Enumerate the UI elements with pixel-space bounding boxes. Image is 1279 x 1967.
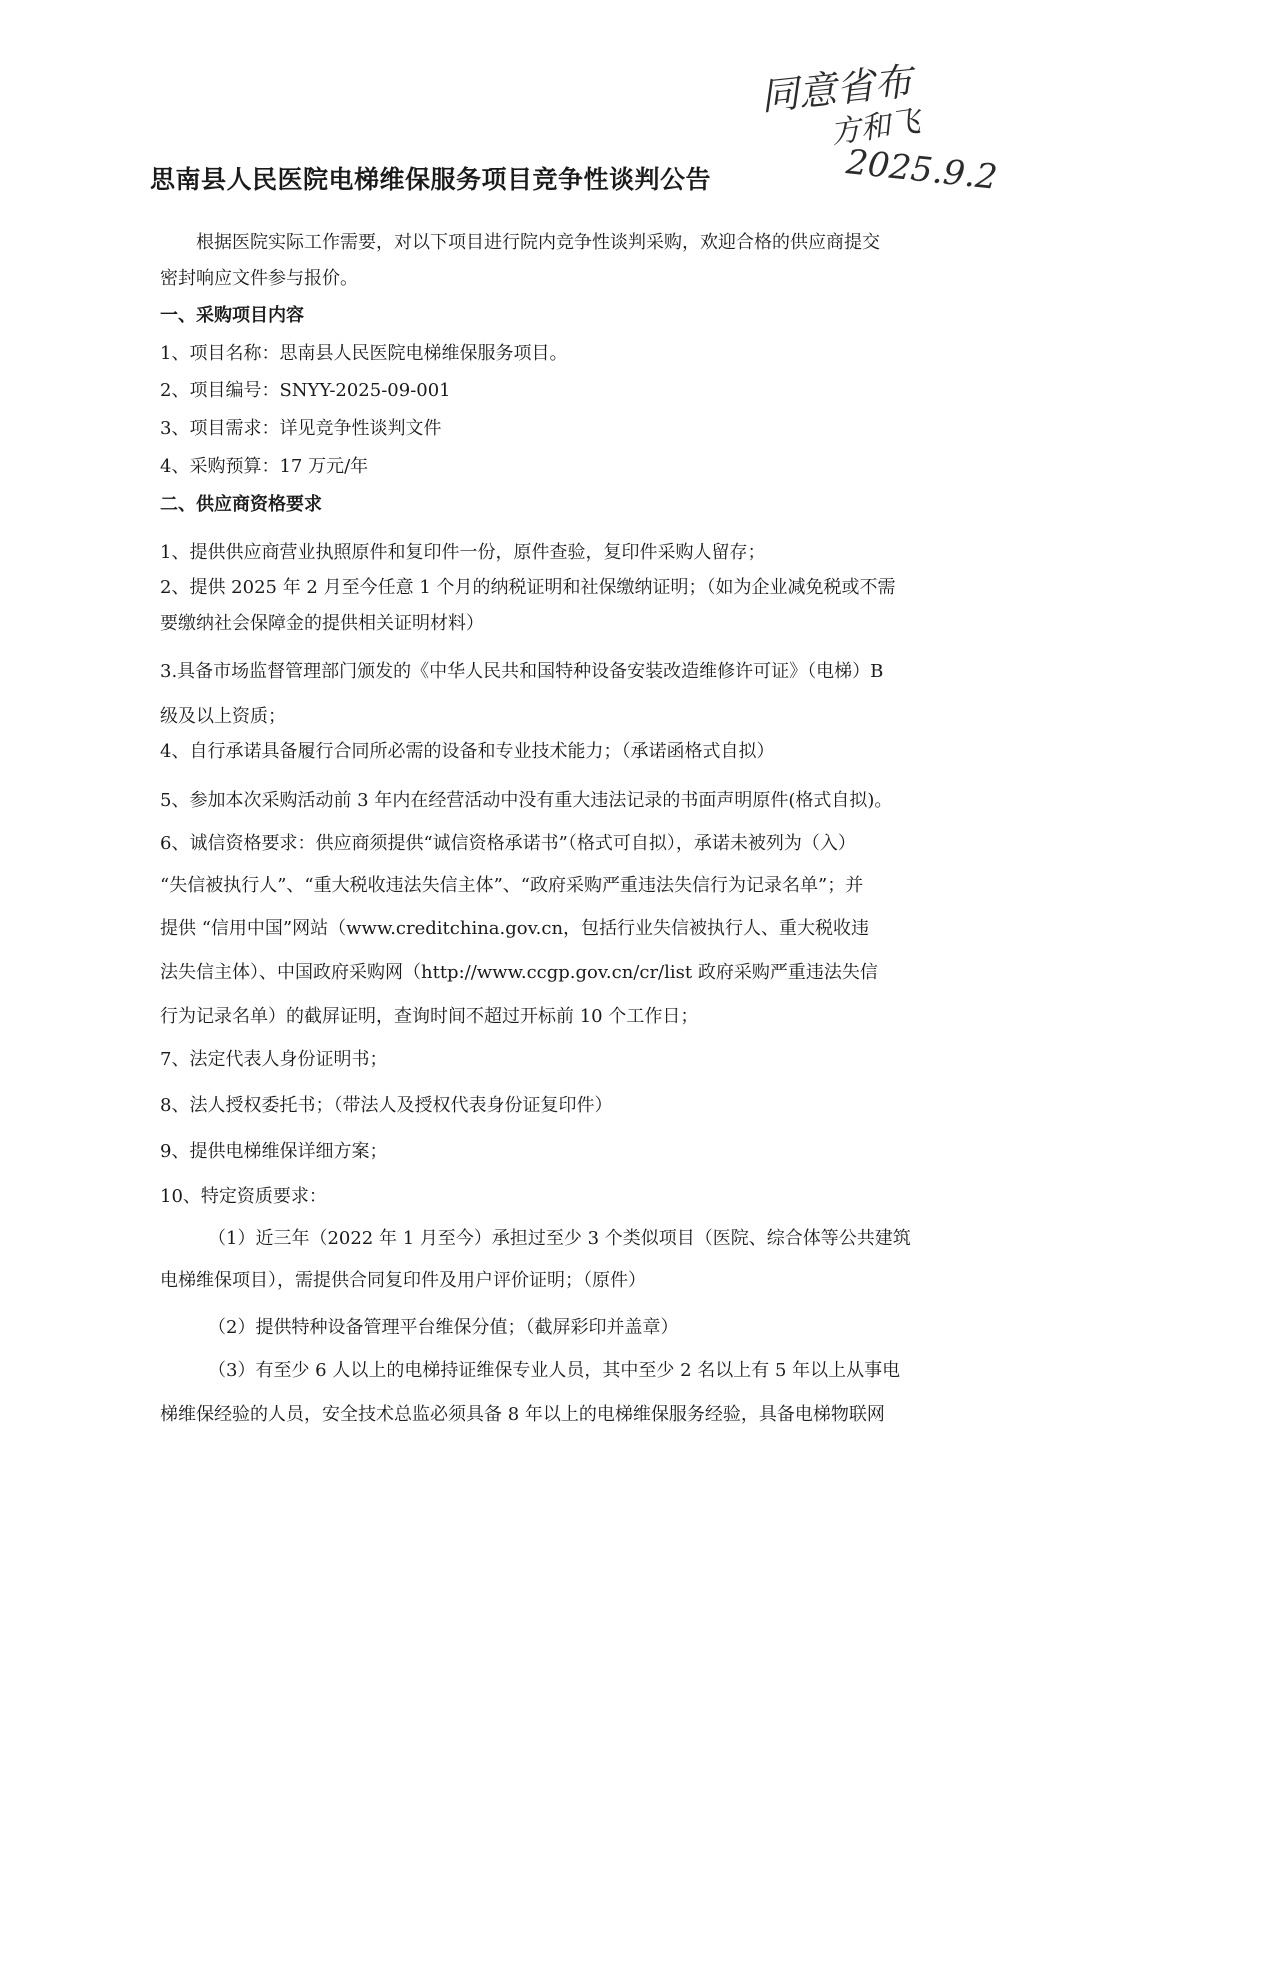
requirement-7: 7、法定代表人身份证明书； (160, 1049, 388, 1070)
qualification-3-line-2: 梯维保经验的人员，安全技术总监必须具备 8 年以上的电梯维保服务经验，具备电梯物联网 (160, 1404, 885, 1425)
item-project-needs: 3、项目需求：详见竞争性谈判文件 (160, 418, 442, 439)
requirement-6-line-2: “失信被执行人”、“重大税收违法失信主体”、“政府采购严重违法失信行为记录名单”；并 (160, 875, 864, 896)
qualification-1-line-2: 电梯维保项目），需提供合同复印件及用户评价证明；（原件） (160, 1270, 646, 1291)
requirement-6-line-5: 行为记录名单）的截屏证明，查询时间不超过开标前 10 个工作日； (160, 1006, 699, 1027)
intro-line-2: 密封响应文件参与报价。 (160, 268, 358, 289)
requirement-6-line-4: 法失信主体）、中国政府采购网（http://www.ccgp.gov.cn/cr/list 政府采购严重违法失信 (160, 962, 878, 983)
requirement-1: 1、提供供应商营业执照原件和复印件一份，原件查验，复印件采购人留存； (160, 542, 766, 563)
requirement-2-line-1: 2、提供 2025 年 2 月至今任意 1 个月的纳税证明和社保缴纳证明；（如为企业减免税或不需 (160, 577, 896, 598)
handwritten-date: 2025.9.2 (844, 142, 1000, 198)
qualification-1-line-1: （1）近三年（2022 年 1 月至今）承担过至少 3 个类似项目（医院、综合体等公共建筑 (208, 1228, 911, 1249)
requirement-4: 4、自行承诺具备履行合同所必需的设备和专业技术能力；（承诺函格式自拟） (160, 741, 775, 762)
requirement-10: 10、特定资质要求： (160, 1186, 327, 1207)
section-heading-2: 二、供应商资格要求 (160, 494, 322, 515)
item-project-name: 1、项目名称：思南县人民医院电梯维保服务项目。 (160, 343, 568, 364)
handwritten-signature: 方和飞 (828, 103, 923, 152)
qualification-3-line-1: （3）有至少 6 人以上的电梯持证维保专业人员，其中至少 2 名以上有 5 年以上从事电 (208, 1360, 901, 1381)
requirement-5: 5、参加本次采购活动前 3 年内在经营活动中没有重大违法记录的书面声明原件(格式自拟)。 (160, 790, 893, 811)
page-title: 思南县人民医院电梯维保服务项目竞争性谈判公告 (150, 165, 712, 194)
item-project-number: 2、项目编号：SNYY-2025-09-001 (160, 380, 451, 401)
handwritten-approval: 同意省布 (758, 59, 915, 119)
qualification-2: （2）提供特种设备管理平台维保分值；（截屏彩印并盖章） (208, 1317, 679, 1338)
section-heading-1: 一、采购项目内容 (160, 305, 304, 326)
requirement-6-line-1: 6、诚信资格要求：供应商须提供“诚信资格承诺书”（格式可自拟），承诺未被列为（入） (160, 833, 856, 854)
intro-line-1: 根据医院实际工作需要，对以下项目进行院内竞争性谈判采购，欢迎合格的供应商提交 (196, 232, 880, 253)
requirement-6-line-3: 提供 “信用中国”网站（www.creditchina.gov.cn，包括行业失信被执行人、重大税收违 (160, 918, 870, 939)
requirement-2-line-2: 要缴纳社会保障金的提供相关证明材料） (160, 613, 484, 634)
requirement-3-line-2: 级及以上资质； (160, 706, 286, 727)
requirement-3-line-1: 3.具备市场监督管理部门颁发的《中华人民共和国特种设备安装改造维修许可证》（电梯）B (160, 661, 884, 682)
item-budget: 4、采购预算：17 万元/年 (160, 456, 369, 477)
requirement-8: 8、法人授权委托书；（带法人及授权代表身份证复印件） (160, 1095, 613, 1116)
requirement-9: 9、提供电梯维保详细方案； (160, 1141, 388, 1162)
